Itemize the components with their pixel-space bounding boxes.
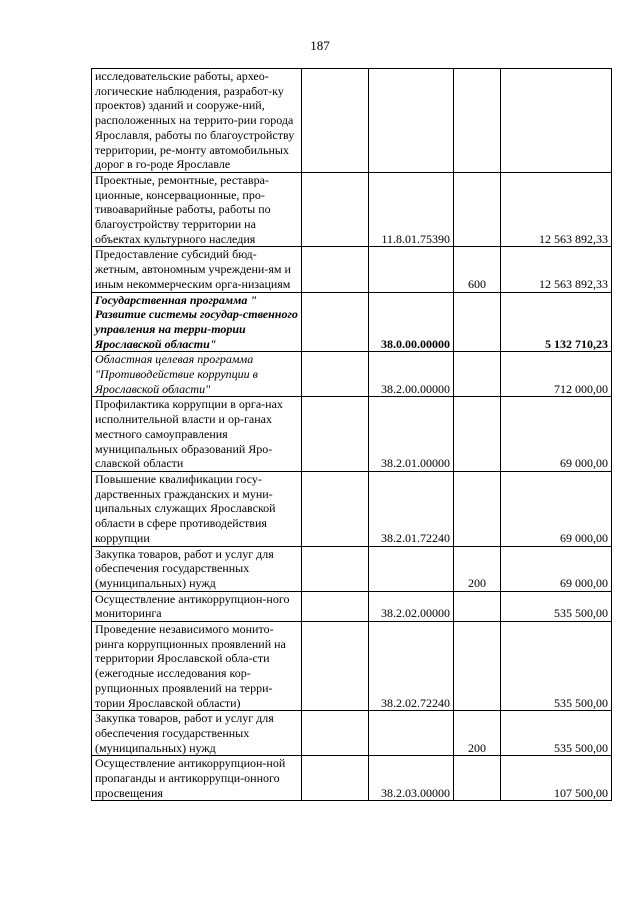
table-row — [92, 247, 612, 292]
row-name-cell — [92, 292, 302, 352]
row-vr-cell — [454, 292, 501, 352]
row-vr-text: 600 — [468, 276, 486, 291]
row-sum-cell — [501, 756, 612, 801]
row-empty-cell — [302, 591, 369, 621]
row-sum-text: 712 000,00 — [554, 381, 608, 396]
row-sum-cell — [501, 397, 612, 472]
row-vr-cell — [454, 247, 501, 292]
row-empty-cell — [302, 247, 369, 292]
table-row — [92, 397, 612, 472]
row-vr-cell — [454, 471, 501, 546]
row-sum-cell — [501, 622, 612, 711]
row-sum-cell — [501, 172, 612, 247]
row-code-cell — [369, 756, 454, 801]
row-name-text: Предоставление субсидий бюд-жетным, автономным учреждени-ям и иным некоммерческим орга-низациям — [95, 247, 291, 291]
row-sum-cell — [501, 247, 612, 292]
table-row — [92, 711, 612, 756]
row-sum-text: 69 000,00 — [560, 575, 608, 590]
row-sum-cell — [501, 352, 612, 397]
row-code-cell — [369, 471, 454, 546]
row-vr-cell — [454, 756, 501, 801]
row-sum-text: 107 500,00 — [554, 785, 608, 800]
row-name-text: Осуществление антикоррупцион-ной пропаганды и антикоррупци-онного просвещения — [95, 756, 286, 800]
row-sum-text: 12 563 892,33 — [539, 276, 608, 291]
table-row — [92, 69, 612, 173]
row-vr-cell — [454, 352, 501, 397]
row-code-text: 38.2.02.00000 — [381, 606, 450, 621]
row-sum-text: 535 500,00 — [554, 740, 608, 755]
budget-table — [91, 68, 612, 801]
row-name-cell — [92, 591, 302, 621]
row-code-cell — [369, 292, 454, 352]
row-empty-cell — [302, 471, 369, 546]
row-vr-cell — [454, 591, 501, 621]
table-row — [92, 546, 612, 591]
row-vr-text: 200 — [468, 740, 486, 755]
row-vr-cell — [454, 69, 501, 173]
row-code-text: 38.2.03.00000 — [381, 785, 450, 800]
row-sum-text: 69 000,00 — [560, 530, 608, 545]
row-empty-cell — [302, 397, 369, 472]
row-name-cell — [92, 622, 302, 711]
row-name-cell — [92, 756, 302, 801]
table-row — [92, 471, 612, 546]
row-name-text: Закупка товаров, работ и услуг для обеспечения государственных (муниципальных) нужд — [95, 711, 274, 755]
row-name-cell — [92, 247, 302, 292]
row-code-text: 38.2.02.72240 — [381, 695, 450, 710]
row-code-cell — [369, 397, 454, 472]
table-row — [92, 352, 612, 397]
row-sum-text: 5 132 710,23 — [545, 336, 608, 351]
row-code-cell — [369, 69, 454, 173]
row-vr-text: 200 — [468, 575, 486, 590]
row-vr-cell — [454, 172, 501, 247]
row-name-text: Государственная программа " Развитие системы государ-ственного управления на терри-тории Ярославской области" — [95, 292, 298, 351]
row-code-text: 38.0.00.00000 — [381, 336, 450, 351]
row-code-cell — [369, 622, 454, 711]
row-empty-cell — [302, 292, 369, 352]
row-name-cell — [92, 69, 302, 173]
row-name-cell — [92, 711, 302, 756]
row-code-text: 38.2.00.00000 — [381, 381, 450, 396]
row-code-cell — [369, 247, 454, 292]
row-empty-cell — [302, 622, 369, 711]
row-name-cell — [92, 172, 302, 247]
row-name-cell — [92, 397, 302, 472]
row-name-text: Проектные, ремонтные, реставра-ционные, консервационные, про-тивоаварийные работы, работы по благоустройству территории на объектах культурного наследия — [95, 172, 271, 246]
row-name-cell — [92, 352, 302, 397]
row-empty-cell — [302, 546, 369, 591]
row-empty-cell — [302, 711, 369, 756]
row-sum-cell — [501, 591, 612, 621]
table-row — [92, 756, 612, 801]
row-sum-cell — [501, 69, 612, 173]
table-row — [92, 591, 612, 621]
row-empty-cell — [302, 352, 369, 397]
row-name-text: исследовательские работы, архео-логические наблюдения, разработ-ку проектов) зданий и сооруже-ний, расположенных на террито-рии города Ярославля, работы по благоустройству территории, ре-монту автомобильных дорог в го-роде Ярославле — [95, 69, 295, 172]
row-sum-cell — [501, 711, 612, 756]
row-code-text: 38.2.01.72240 — [381, 530, 450, 545]
row-sum-text: 535 500,00 — [554, 695, 608, 710]
row-name-text: Осуществление антикоррупцион-ного мониторинга — [95, 591, 290, 621]
row-vr-cell — [454, 546, 501, 591]
row-sum-cell — [501, 292, 612, 352]
row-name-cell — [92, 471, 302, 546]
row-code-cell — [369, 546, 454, 591]
row-sum-text: 69 000,00 — [560, 456, 608, 471]
row-name-cell — [92, 546, 302, 591]
table-body — [92, 69, 612, 801]
row-vr-cell — [454, 711, 501, 756]
row-sum-text: 535 500,00 — [554, 606, 608, 621]
table-row — [92, 292, 612, 352]
row-sum-cell — [501, 471, 612, 546]
row-code-cell — [369, 172, 454, 247]
row-empty-cell — [302, 69, 369, 173]
row-sum-text: 12 563 892,33 — [539, 231, 608, 246]
table-row — [92, 172, 612, 247]
table-row — [92, 622, 612, 711]
row-name-text: Проведение независимого монито-ринга коррупционных проявлений на территории Ярославской обла-сти (ежегодные исследования кор-рупционных проявлений на терри-тории Ярославской области) — [95, 622, 286, 710]
row-empty-cell — [302, 756, 369, 801]
row-name-text: Профилактика коррупции в орга-нах исполнительной власти и ор-ганах местного самоуправления муниципальных образований Яро-славской области — [95, 397, 283, 471]
row-code-cell — [369, 591, 454, 621]
row-name-text: Областная целевая программа "Противодействие коррупции в Ярославской области" — [95, 352, 258, 396]
row-code-text: 38.2.01.00000 — [381, 456, 450, 471]
row-empty-cell — [302, 172, 369, 247]
page-number: 187 — [310, 38, 330, 53]
row-code-cell — [369, 352, 454, 397]
row-code-cell — [369, 711, 454, 756]
row-name-text: Повышение квалификации госу-дарственных гражданских и муни-ципальных служащих Ярославской области в сфере противодействия коррупции — [95, 471, 276, 545]
row-code-text: 11.8.01.75390 — [381, 231, 450, 246]
row-vr-cell — [454, 397, 501, 472]
row-vr-cell — [454, 622, 501, 711]
row-sum-cell — [501, 546, 612, 591]
row-name-text: Закупка товаров, работ и услуг для обеспечения государственных (муниципальных) нужд — [95, 546, 274, 590]
